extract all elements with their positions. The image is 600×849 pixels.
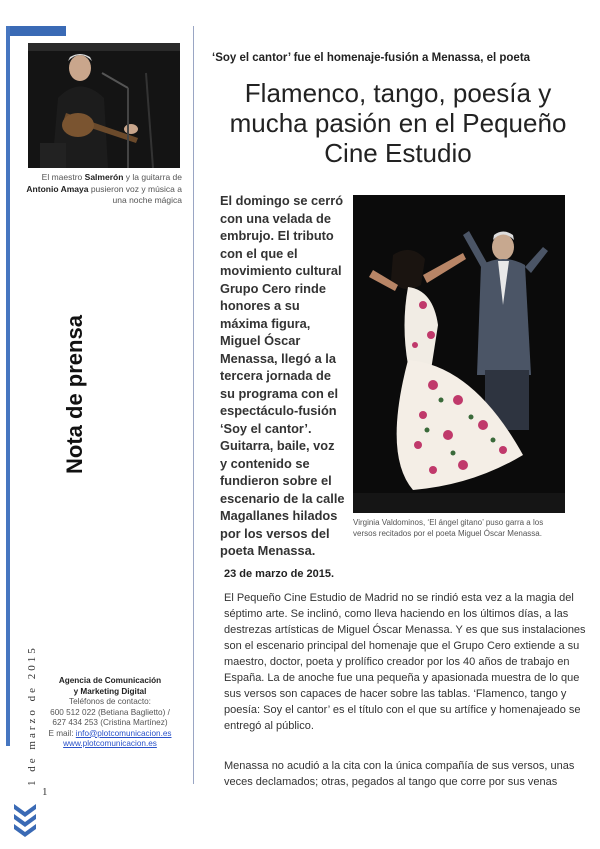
guitarist-photo bbox=[28, 43, 180, 168]
email-link[interactable]: info@plotcomunicacion.es bbox=[75, 728, 172, 738]
guitarist-caption: El maestro Salmerón y la guitarra de Antonio Amaya pusieron voz y música a una noche mágica bbox=[26, 172, 182, 205]
article-headline: Flamenco, tango, poesía y mucha pasión en el Pequeño Cine Estudio bbox=[229, 78, 567, 168]
section-label: Nota de prensa bbox=[62, 315, 87, 474]
article-lead: El domingo se cerró con una velada de embrujo. El tributo con el que el movimiento cultural Grupo Cero rinde honores a su máxima figura, Miguel Óscar Menassa, llegó a la tercera jornada de su programa con el espectáculo-fusión ‘Soy el cantor’. Guitarra, baile, voz y contenido se fundieron sobre el escenario de la calle Magallanes hilados por los versos del poeta Menassa. bbox=[220, 193, 345, 558]
email-label: E mail: bbox=[48, 728, 76, 738]
vertical-date: 1 de marzo de 2015 bbox=[26, 645, 38, 786]
agency-name-line1: Agencia de Comunicación bbox=[58, 676, 162, 685]
phone-1: 600 512 022 (Betiana Baglietto) / bbox=[50, 707, 170, 717]
article-paragraph: El Pequeño Cine Estudio de Madrid no se rindió esta vez a la magia del séptimo arte. Se inclinó, como lleva haciendo en los últimos días, a las destrezas artísticas de Miguel Óscar Menassa. Y es que sus instalaciones son el escenario principal del homenaje que el Grupo Cero extiende a su maestro, doctor, poeta y prolífico creador por los 40 años de trabajo en España. La de anoche fue una pequeña y apasionada muestra de lo que sus versos son capaces de hacer sobre las tablas. ‘Flamenco, tango y poesía: Soy el cantor’ es el título con el que su artífice y homenajeado se entregó al público. bbox=[224, 592, 586, 732]
phones-label: Teléfonos de contacto: bbox=[69, 697, 151, 706]
agency-name-line2: y Marketing Digital bbox=[73, 686, 147, 696]
dancer-photo bbox=[353, 195, 565, 513]
website-link[interactable]: www.plotcomunicacion.es bbox=[63, 739, 157, 748]
article-paragraph: Menassa no acudió a la cita con la única compañía de sus versos, unas veces declamados; otras, pegados al tango que corre por sus venas bbox=[224, 760, 575, 788]
article-dateline: 23 de marzo de 2015. bbox=[224, 568, 335, 580]
agency-contact bbox=[30, 676, 190, 750]
article-kicker: ‘Soy el cantor’ fue el homenaje-fusión a Menassa, el poeta bbox=[212, 52, 531, 64]
phone-2: 627 434 253 (Cristina Martínez) bbox=[52, 718, 168, 727]
chevron-down-icon bbox=[12, 802, 38, 842]
dancer-caption: Virginia Valdominos, ‘El ángel gitano’ puso garra a los versos recitados por el poeta Miguel Óscar Menassa. bbox=[353, 518, 544, 538]
page-number: 1 bbox=[42, 786, 48, 798]
